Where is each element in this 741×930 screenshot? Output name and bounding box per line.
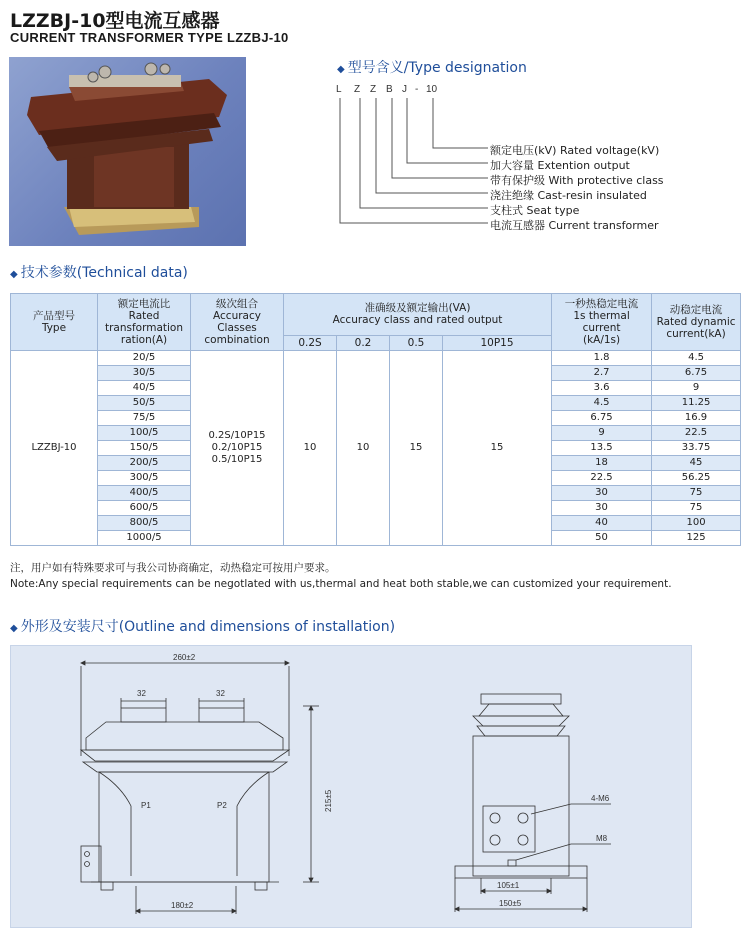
table-row [11, 351, 741, 366]
dynamic-cell: 33.75 [652, 441, 741, 456]
dynamic-cell: 75 [652, 501, 741, 516]
ratio-cell: 800/5 [98, 516, 191, 531]
thermal-cell: 50 [552, 531, 652, 546]
thermal-cell: 1.8 [552, 351, 652, 366]
technical-table [10, 293, 741, 546]
ratio-cell: 400/5 [98, 486, 191, 501]
thermal-cell: 18 [552, 456, 652, 471]
col-ratio: 额定电流比 Rated transformation ration(A) [98, 294, 191, 351]
dim-terminal-b: 32 [216, 689, 225, 698]
code-letter: Z [354, 84, 361, 95]
label-p2: P2 [217, 801, 227, 810]
dynamic-cell: 16.9 [652, 411, 741, 426]
col-type: 产品型号 Type [11, 294, 98, 351]
page-subtitle: CURRENT TRANSFORMER TYPE LZZBJ-10 [10, 30, 289, 45]
designation-item: 浇注绝缘 Cast-resin insulated [490, 189, 647, 202]
ratio-cell: 300/5 [98, 471, 191, 486]
dim-width-top: 260±2 [173, 653, 196, 662]
ratio-cell: 150/5 [98, 441, 191, 456]
ratio-cell: 30/5 [98, 366, 191, 381]
designation-item: 电流互感器 Current transformer [490, 219, 659, 232]
dynamic-cell: 9 [652, 381, 741, 396]
thermal-cell: 13.5 [552, 441, 652, 456]
dynamic-cell: 22.5 [652, 426, 741, 441]
label-ground: M8 [596, 834, 608, 843]
col-classes: 级次组合 Accuracy Classes combination [191, 294, 284, 351]
code-letter: L [336, 84, 342, 95]
thermal-cell: 9 [552, 426, 652, 441]
ratio-cell: 75/5 [98, 411, 191, 426]
ratio-cell: 100/5 [98, 426, 191, 441]
designation-leaders [330, 96, 500, 226]
dim-base: 180±2 [171, 901, 194, 910]
thermal-cell: 22.5 [552, 471, 652, 486]
ratio-cell: 40/5 [98, 381, 191, 396]
dynamic-cell: 45 [652, 456, 741, 471]
dynamic-cell: 125 [652, 531, 741, 546]
output-cell: 15 [443, 351, 552, 546]
outline-heading: ◆ 外形及安装尺寸(Outline and dimensions of installation) [10, 619, 396, 635]
ratio-cell: 20/5 [98, 351, 191, 366]
note-cn: 注，用户如有特殊要求可与我公司协商确定，动热稳定可按用户要求。 [10, 562, 336, 574]
designation-item: 支柱式 Seat type [490, 204, 580, 217]
page-title: LZZBJ-10型电流互感器 [10, 10, 220, 32]
designation-item: 额定电压(kV) Rated voltage(kV) [490, 144, 660, 157]
code-letter: B [386, 84, 393, 95]
dim-side-outer: 150±5 [499, 899, 522, 908]
ratio-cell: 50/5 [98, 396, 191, 411]
diamond-icon: ◆ [10, 623, 18, 634]
diamond-icon: ◆ [337, 64, 345, 75]
outline-svg [11, 646, 691, 927]
dynamic-cell: 56.25 [652, 471, 741, 486]
type-cell: LZZBJ-10 [11, 351, 98, 546]
label-screws: 4-M6 [591, 794, 610, 803]
dim-height: 215±5 [324, 789, 333, 812]
dynamic-cell: 75 [652, 486, 741, 501]
thermal-cell: 6.75 [552, 411, 652, 426]
col-output-02s: 0.2S [284, 335, 337, 350]
dynamic-cell: 100 [652, 516, 741, 531]
product-photo [9, 57, 246, 246]
output-cell: 15 [390, 351, 443, 546]
note-en: Note:Any special requirements can be negotlated with us,thermal and heat both stable,we can customized your requirement. [10, 578, 672, 590]
dynamic-cell: 11.25 [652, 396, 741, 411]
output-cell: 10 [337, 351, 390, 546]
designation-item: 加大容量 Extention output [490, 159, 630, 172]
thermal-cell: 30 [552, 486, 652, 501]
designation-item: 带有保护级 With protective class [490, 174, 664, 187]
col-dynamic: 动稳定电流 Rated dynamic current(kA) [652, 294, 741, 351]
dim-terminal-a: 32 [137, 689, 146, 698]
code-letter: - [415, 84, 419, 95]
thermal-cell: 3.6 [552, 381, 652, 396]
technical-heading: ◆ 技术参数(Technical data) [10, 265, 188, 281]
col-thermal: 一秒热稳定电流 1s thermal current (kA/1s) [552, 294, 652, 351]
ratio-cell: 200/5 [98, 456, 191, 471]
dynamic-cell: 4.5 [652, 351, 741, 366]
ratio-cell: 600/5 [98, 501, 191, 516]
thermal-cell: 40 [552, 516, 652, 531]
outline-drawing [10, 645, 692, 928]
code-letter: 10 [426, 84, 438, 95]
col-output-10p15: 10P15 [443, 335, 552, 350]
col-output: 准确级及额定输出(VA) Accuracy class and rated output [284, 294, 552, 336]
dim-side-inner: 105±1 [497, 881, 520, 890]
col-output-05: 0.5 [390, 335, 443, 350]
dynamic-cell: 6.75 [652, 366, 741, 381]
code-letter: Z [370, 84, 377, 95]
thermal-cell: 4.5 [552, 396, 652, 411]
code-letter: J [402, 84, 407, 95]
thermal-cell: 30 [552, 501, 652, 516]
diamond-icon: ◆ [10, 269, 18, 280]
label-p1: P1 [141, 801, 151, 810]
thermal-cell: 2.7 [552, 366, 652, 381]
ratio-cell: 1000/5 [98, 531, 191, 546]
col-output-02: 0.2 [337, 335, 390, 350]
designation-heading: ◆ 型号含义/Type designation [337, 60, 527, 76]
output-cell: 10 [284, 351, 337, 546]
classes-cell: 0.2S/10P15 0.2/10P15 0.5/10P15 [191, 351, 284, 546]
transformer-image [9, 57, 246, 246]
